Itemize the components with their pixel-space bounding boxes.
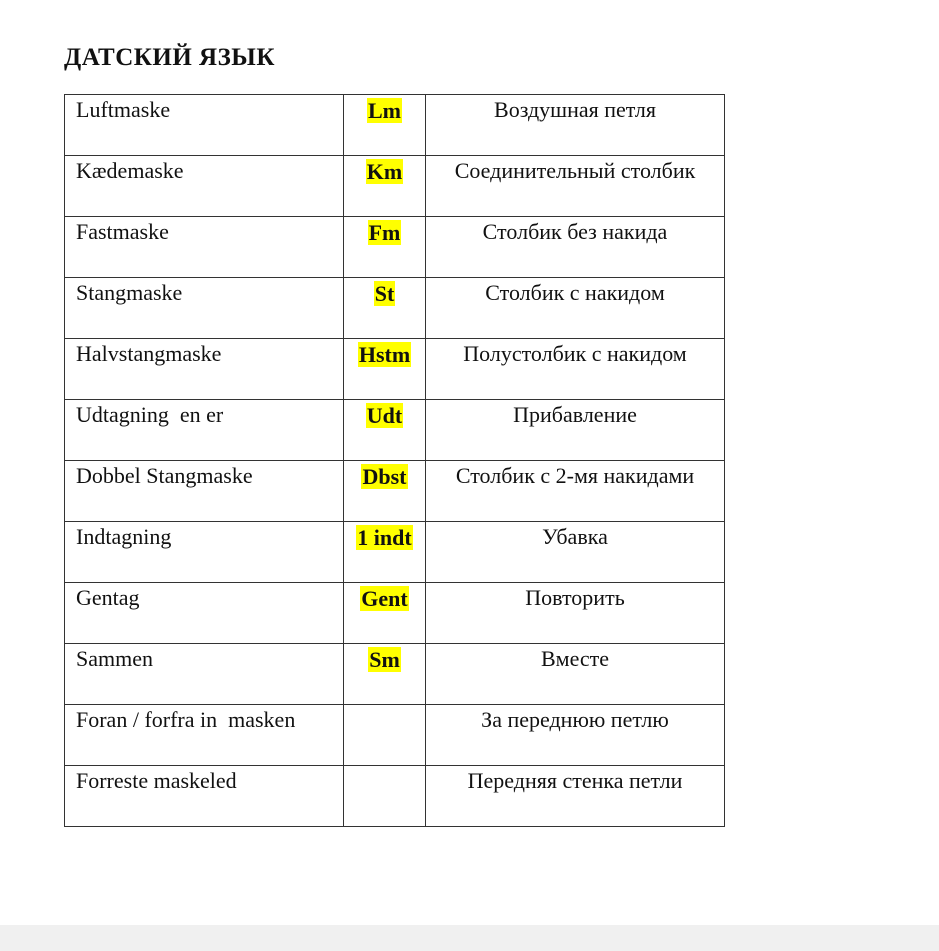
abbreviation-cell bbox=[344, 339, 426, 400]
table-row bbox=[65, 705, 725, 766]
table-row bbox=[65, 644, 725, 705]
danish-term: Udtagning en er bbox=[65, 400, 344, 461]
abbreviation: St bbox=[374, 281, 395, 306]
russian-translation: Столбик с накидом bbox=[426, 278, 725, 339]
glossary-table-body bbox=[65, 95, 725, 827]
russian-translation: За переднюю петлю bbox=[426, 705, 725, 766]
danish-term: Luftmaske bbox=[65, 95, 344, 156]
abbreviation: Dbst bbox=[362, 464, 407, 489]
table-row bbox=[65, 766, 725, 827]
abbreviation-cell bbox=[344, 461, 426, 522]
abbreviation-cell bbox=[344, 583, 426, 644]
table-row bbox=[65, 217, 725, 278]
abbreviation-cell bbox=[344, 400, 426, 461]
russian-translation: Передняя стенка петли bbox=[426, 766, 725, 827]
abbreviation-cell bbox=[344, 705, 426, 766]
table-row bbox=[65, 278, 725, 339]
abbreviation-cell bbox=[344, 217, 426, 278]
danish-term: Dobbel Stangmaske bbox=[65, 461, 344, 522]
russian-translation: Столбик с 2-мя накидами bbox=[426, 461, 725, 522]
table-row bbox=[65, 156, 725, 217]
danish-term: Kædemaske bbox=[65, 156, 344, 217]
page-title: ДАТСКИЙ ЯЗЫК bbox=[64, 44, 275, 71]
danish-term: Gentag bbox=[65, 583, 344, 644]
glossary-table bbox=[64, 94, 725, 827]
table-row bbox=[65, 461, 725, 522]
danish-term: Sammen bbox=[65, 644, 344, 705]
danish-term: Fastmaske bbox=[65, 217, 344, 278]
abbreviation: Hstm bbox=[358, 342, 411, 367]
abbreviation: Sm bbox=[369, 647, 400, 672]
abbreviation: Lm bbox=[368, 98, 401, 123]
abbreviation-cell bbox=[344, 644, 426, 705]
page-bottom-divider bbox=[0, 925, 939, 951]
table-row bbox=[65, 95, 725, 156]
russian-translation: Повторить bbox=[426, 583, 725, 644]
russian-translation: Столбик без накида bbox=[426, 217, 725, 278]
russian-translation: Прибавление bbox=[426, 400, 725, 461]
danish-term: Foran / forfra in masken bbox=[65, 705, 344, 766]
table-row bbox=[65, 400, 725, 461]
russian-translation: Убавка bbox=[426, 522, 725, 583]
abbreviation-cell bbox=[344, 95, 426, 156]
russian-translation: Соединительный столбик bbox=[426, 156, 725, 217]
abbreviation-cell bbox=[344, 522, 426, 583]
abbreviation-cell bbox=[344, 278, 426, 339]
danish-term: Stangmaske bbox=[65, 278, 344, 339]
abbreviation: Gent bbox=[361, 586, 408, 611]
abbreviation: Km bbox=[366, 159, 403, 184]
russian-translation: Вместе bbox=[426, 644, 725, 705]
table-row bbox=[65, 339, 725, 400]
russian-translation: Воздушная петля bbox=[426, 95, 725, 156]
abbreviation-cell bbox=[344, 766, 426, 827]
table-row bbox=[65, 522, 725, 583]
table-row bbox=[65, 583, 725, 644]
danish-term: Forreste maskeled bbox=[65, 766, 344, 827]
abbreviation: Udt bbox=[366, 403, 403, 428]
danish-term: Halvstangmaske bbox=[65, 339, 344, 400]
abbreviation-cell bbox=[344, 156, 426, 217]
russian-translation: Полустолбик с накидом bbox=[426, 339, 725, 400]
danish-term: Indtagning bbox=[65, 522, 344, 583]
abbreviation: 1 indt bbox=[357, 525, 412, 550]
abbreviation: Fm bbox=[368, 220, 401, 245]
